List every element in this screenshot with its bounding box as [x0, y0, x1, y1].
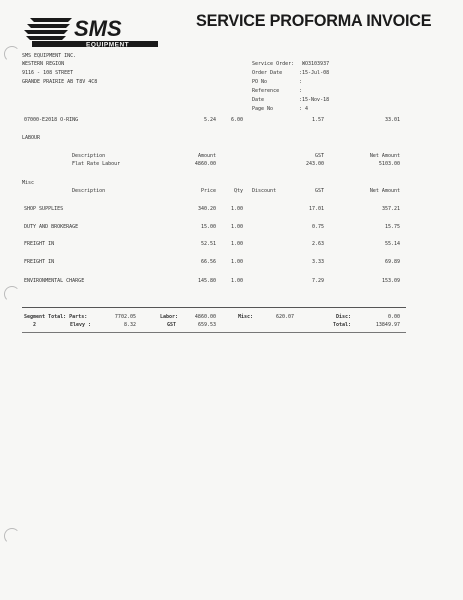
totals-top-rule	[22, 307, 406, 308]
misc-header-gst: GST	[314, 188, 324, 194]
date-value: :15-Nov-18	[299, 97, 330, 103]
totals-bottom-rule	[22, 332, 406, 333]
misc-row-gst: 0.75	[311, 224, 324, 230]
misc-row-qty: 1.00	[231, 241, 244, 247]
reference-label: Reference	[252, 88, 280, 94]
page-label: Page No	[252, 106, 274, 112]
misc-row-description: DUTY AND BROKERAGE	[24, 224, 79, 230]
part-gst: 1.57	[311, 117, 324, 123]
punch-hole-mark	[4, 528, 20, 544]
labour-row-description: Flat Rate Labour	[72, 161, 121, 167]
segment-number: 2	[33, 322, 37, 328]
po-value: :	[299, 79, 303, 85]
order-date-value: :15-Jul-08	[299, 70, 330, 76]
misc-row-net: 55.14	[384, 241, 400, 247]
misc-header-discount: Discount	[252, 188, 277, 194]
gst-total-label: GST	[167, 322, 177, 328]
company-city: GRANDE PRAIRIE AB T8V 4C8	[22, 79, 98, 85]
misc-row-description: FREIGHT IN	[24, 259, 55, 265]
reference-value: :	[299, 88, 303, 94]
misc-row-qty: 1.00	[231, 259, 244, 265]
sms-equipment-logo	[24, 14, 160, 48]
labor-total-value: 4860.00	[194, 314, 216, 320]
misc-row-description: SHOP SUPPLIES	[24, 206, 64, 212]
labour-header-description: Description	[72, 153, 106, 159]
punch-hole-mark	[4, 286, 20, 302]
company-region: WESTERN REGION	[22, 61, 65, 67]
misc-row-price: 145.80	[197, 278, 216, 284]
disc-label: Disc:	[336, 314, 352, 320]
misc-row-net: 15.75	[384, 224, 400, 230]
misc-row-price: 66.56	[200, 259, 216, 265]
parts-total-value: 7702.05	[114, 314, 136, 320]
misc-header-qty: Qty	[234, 188, 244, 194]
misc-row-qty: 1.00	[231, 278, 244, 284]
svg-text:SMS: SMS	[74, 16, 122, 41]
service-order-label: Service Order:	[252, 61, 295, 67]
company-name: SMS EQUIPMENT INC.	[22, 53, 77, 59]
grand-total-value: 13849.97	[375, 322, 400, 328]
misc-header-description: Description	[72, 188, 106, 194]
misc-header-net: Net Amount	[369, 188, 400, 194]
company-street: 9116 - 108 STREET	[22, 70, 74, 76]
labour-header-gst: GST	[314, 153, 324, 159]
svg-text:EQUIPMENT: EQUIPMENT	[86, 41, 130, 48]
grand-total-label: Total:	[333, 322, 352, 328]
po-label: PO No	[252, 79, 268, 85]
misc-header-price: Price	[200, 188, 216, 194]
labour-row-amount: 4860.00	[194, 161, 216, 167]
misc-row-net: 357.21	[381, 206, 400, 212]
document-title: SERVICE PROFORMA INVOICE	[196, 12, 432, 30]
labour-header-net: Net Amount	[369, 153, 400, 159]
part-price: 5.24	[203, 117, 216, 123]
misc-row-qty: 1.00	[231, 206, 244, 212]
punch-hole-mark	[4, 46, 20, 62]
misc-row-gst: 2.63	[311, 241, 324, 247]
misc-row-description: FREIGHT IN	[24, 241, 55, 247]
misc-section-label: Misc	[22, 180, 35, 186]
part-net: 33.01	[384, 117, 400, 123]
part-description: 07000-E2018 O-RING	[24, 117, 79, 123]
part-qty: 6.00	[231, 117, 244, 123]
misc-row-price: 52.51	[200, 241, 216, 247]
elevy-label: Elevy :	[70, 322, 92, 328]
misc-row-gst: 17.01	[308, 206, 324, 212]
disc-value: 0.00	[387, 314, 400, 320]
misc-row-net: 69.89	[384, 259, 400, 265]
misc-row-gst: 3.33	[311, 259, 324, 265]
misc-row-qty: 1.00	[231, 224, 244, 230]
misc-row-price: 340.20	[197, 206, 216, 212]
gst-total-value: 659.53	[197, 322, 216, 328]
labour-row-gst: 243.00	[305, 161, 324, 167]
misc-row-description: ENVIRONMENTAL CHARGE	[24, 278, 85, 284]
labour-row-net: 5103.00	[378, 161, 400, 167]
labour-section-label: LABOUR	[22, 135, 41, 141]
labour-header-amount: Amount	[197, 153, 216, 159]
misc-row-gst: 7.29	[311, 278, 324, 284]
misc-row-net: 153.09	[381, 278, 400, 284]
order-date-label: Order Date	[252, 70, 283, 76]
misc-total-value: 620.07	[275, 314, 294, 320]
misc-row-price: 15.00	[200, 224, 216, 230]
misc-total-label: Misc:	[238, 314, 254, 320]
service-order-value: WO3103937	[302, 61, 330, 67]
date-label: Date	[252, 97, 265, 103]
segment-total-label: Segment Total: Parts:	[24, 314, 88, 320]
labor-total-label: Labor:	[160, 314, 179, 320]
page-value: : 4	[299, 106, 309, 112]
elevy-value: 8.32	[123, 322, 136, 328]
